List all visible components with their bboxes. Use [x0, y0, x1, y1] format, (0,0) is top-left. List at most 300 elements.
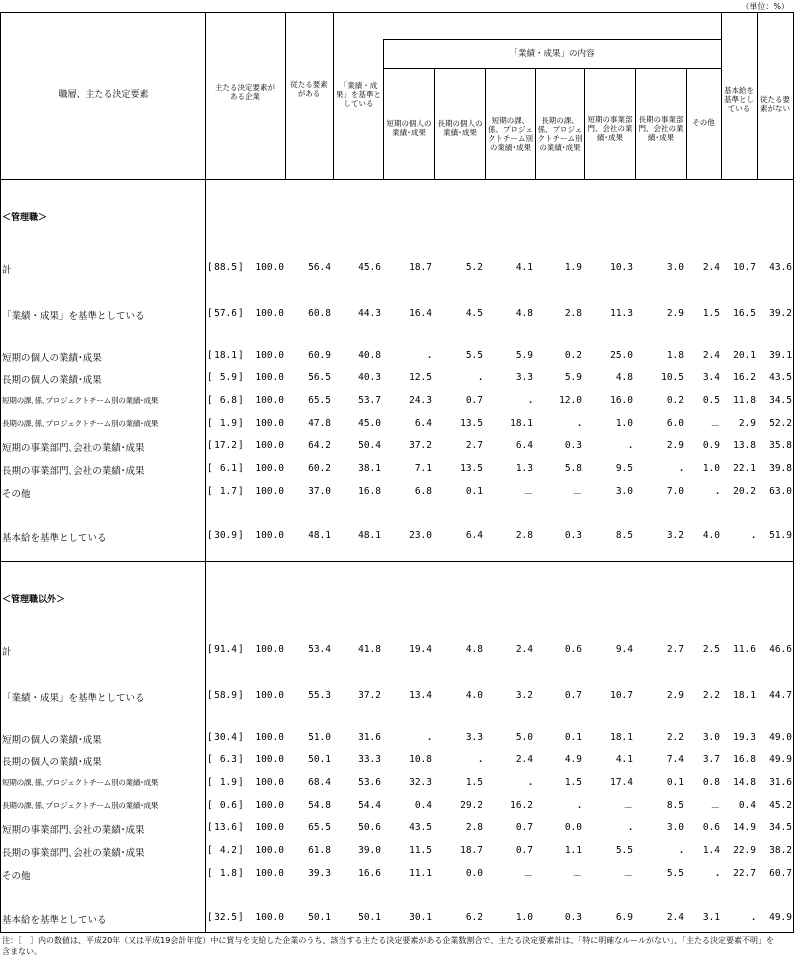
table-cell: 0.3 [564, 912, 582, 923]
table-cell: － [523, 871, 533, 882]
table-cell: 3.2 [666, 530, 684, 541]
bracket-value: 6.1 [219, 463, 237, 474]
table-cell: 8.5 [666, 800, 684, 811]
bracket-close: ] [238, 530, 244, 541]
table-cell: 0.1 [465, 486, 483, 497]
bracket-value: 1.7 [219, 486, 237, 497]
table-cell: 45.2 [769, 800, 792, 811]
table-cell: 1.5 [702, 308, 720, 319]
col-header-short-team: 短期の課、係、プロジェクトチーム別の業績･成果 [488, 116, 533, 152]
table-cell: 7.0 [666, 486, 684, 497]
bracket-close: ] [238, 912, 244, 923]
bracket-value: 58.9 [214, 690, 237, 701]
col-header-short-dept: 短期の事業部門、会社の業績･成果 [587, 114, 633, 142]
table-cell: 1.4 [702, 845, 720, 856]
bracket-value: 91.4 [214, 644, 237, 655]
table-cell: 2.4 [515, 644, 533, 655]
table-cell: 17.4 [610, 777, 633, 788]
table-left-border [0, 12, 1, 933]
bracket-close: ] [238, 440, 244, 451]
bracket-close: ] [238, 822, 244, 833]
table-cell: 2.4 [666, 912, 684, 923]
table-cell: 2.8 [465, 822, 483, 833]
table-cell: 100.0 [255, 262, 284, 273]
table-cell: 56.4 [308, 262, 331, 273]
table-cell: 22.7 [733, 868, 756, 879]
table-cell: 13.4 [409, 690, 432, 701]
row-label: 長期の課､係､プロジェクトチーム別の業績･成果 [2, 419, 159, 428]
table-cell: 34.5 [769, 395, 792, 406]
row-label: 基本給を基準としている [2, 915, 107, 926]
table-cell: 50.1 [358, 912, 381, 923]
table-cell: 3.0 [702, 732, 720, 743]
bracket-close: ] [238, 732, 244, 743]
bracket-open: [ [207, 308, 213, 319]
table-cell: 2.7 [465, 440, 483, 451]
table-cell: 5.2 [465, 262, 483, 273]
table-cell: 56.5 [308, 372, 331, 383]
row-label: 短期の個人の業績･成果 [2, 353, 102, 364]
table-cell: 100.0 [255, 308, 284, 319]
col-header-long-dept: 長期の事業部門、会社の業績･成果 [638, 114, 684, 142]
table-cell: 5.9 [515, 350, 533, 361]
table-cell: 0.6 [564, 644, 582, 655]
row-label: その他 [2, 489, 31, 500]
table-cell: ･ [715, 489, 720, 500]
table-cell: 6.4 [465, 530, 483, 541]
table-cell: 53.6 [358, 777, 381, 788]
bracket-open: [ [207, 800, 213, 811]
table-cell: ･ [751, 915, 756, 926]
table-cell: 49.9 [769, 912, 792, 923]
table-cell: － [572, 489, 582, 500]
col-divider [205, 12, 206, 933]
bracket-value: 30.4 [214, 732, 237, 743]
table-cell: 1.0 [515, 912, 533, 923]
bracket-open: [ [207, 845, 213, 856]
table-cell: 4.8 [515, 308, 533, 319]
table-cell: 12.5 [409, 372, 432, 383]
bracket-close: ] [238, 308, 244, 319]
table-cell: 3.3 [515, 372, 533, 383]
table-cell: 30.1 [409, 912, 432, 923]
table-cell: 0.3 [564, 530, 582, 541]
col-divider [285, 12, 286, 179]
table-cell: ･ [427, 735, 432, 746]
table-cell: 50.1 [308, 912, 331, 923]
table-cell: 50.1 [308, 754, 331, 765]
row-label: 長期の個人の業績･成果 [2, 375, 102, 386]
table-cell: 10.5 [661, 372, 684, 383]
table-cell: 100.0 [255, 486, 284, 497]
table-cell: 100.0 [255, 463, 284, 474]
table-cell: 3.3 [465, 732, 483, 743]
footnote: 注：［ ］内の数値は、平成20年（又は平成19会計年度）中に賞与を支給した企業のうち、該当する主たる決定要素がある企業数割合で、主たる決定要素計は、「特に明確なルールがない」、「主たる決定要素不明」を含まない。 [2, 936, 775, 956]
bracket-value: 1.9 [219, 777, 237, 788]
table-cell: 38.2 [769, 845, 792, 856]
table-cell: 2.4 [515, 754, 533, 765]
table-cell: 4.5 [465, 308, 483, 319]
table-cell: 43.5 [769, 372, 792, 383]
table-cell: 6.9 [615, 912, 633, 923]
table-cell: － [623, 803, 633, 814]
table-cell: 19.3 [733, 732, 756, 743]
table-cell: 22.1 [733, 463, 756, 474]
table-cell: 0.0 [465, 868, 483, 879]
table-cell: 13.8 [733, 440, 756, 451]
table-cell: 1.3 [515, 463, 533, 474]
table-cell: 18.7 [460, 845, 483, 856]
table-cell: 31.6 [769, 777, 792, 788]
row-label: 計 [2, 265, 12, 276]
bracket-close: ] [238, 800, 244, 811]
bracket-open: [ [207, 912, 213, 923]
table-cell: 3.4 [702, 372, 720, 383]
table-cell: 65.5 [308, 822, 331, 833]
table-cell: 24.3 [409, 395, 432, 406]
bracket-value: 57.6 [214, 308, 237, 319]
table-cell: 5.0 [515, 732, 533, 743]
table-cell: ･ [628, 443, 633, 454]
table-cell: 16.5 [733, 308, 756, 319]
table-cell: ･ [427, 353, 432, 364]
bracket-open: [ [207, 463, 213, 474]
row-label: 短期の課､係､プロジェクトチーム別の業績･成果 [2, 778, 159, 787]
table-cell: 100.0 [255, 395, 284, 406]
table-cell: 2.2 [666, 732, 684, 743]
bracket-close: ] [238, 463, 244, 474]
table-cell: 2.9 [666, 440, 684, 451]
data-table [0, 12, 794, 933]
table-cell: 0.9 [702, 440, 720, 451]
table-cell: 3.7 [702, 754, 720, 765]
table-bottom-border [0, 932, 794, 933]
row-label: 短期の事業部門､会社の業績･成果 [2, 825, 145, 836]
table-cell: 49.0 [769, 732, 792, 743]
table-cell: 45.0 [358, 418, 381, 429]
table-cell: 1.5 [564, 777, 582, 788]
bracket-open: [ [207, 822, 213, 833]
table-cell: 16.0 [610, 395, 633, 406]
table-cell: 0.2 [564, 350, 582, 361]
table-cell: 6.0 [666, 418, 684, 429]
section-title: ＜管理職以外＞ [2, 595, 66, 605]
table-cell: 1.1 [564, 845, 582, 856]
table-cell: 3.0 [666, 262, 684, 273]
table-cell: 0.5 [702, 395, 720, 406]
bracket-open: [ [207, 486, 213, 497]
table-cell: 5.5 [666, 868, 684, 879]
table-cell: 0.3 [564, 440, 582, 451]
table-cell: 100.0 [255, 845, 284, 856]
table-cell: 100.0 [255, 732, 284, 743]
table-cell: 100.0 [255, 800, 284, 811]
table-cell: 100.0 [255, 868, 284, 879]
table-cell: 7.4 [666, 754, 684, 765]
bracket-close: ] [238, 845, 244, 856]
table-cell: 100.0 [255, 644, 284, 655]
table-cell: 2.8 [515, 530, 533, 541]
table-cell: 31.6 [358, 732, 381, 743]
bracket-open: [ [207, 395, 213, 406]
col-divider [535, 68, 536, 179]
col-divider [333, 12, 334, 179]
table-cell: 63.0 [769, 486, 792, 497]
table-cell: － [523, 489, 533, 500]
table-cell: ･ [528, 398, 533, 409]
table-cell: － [572, 871, 582, 882]
table-cell: 6.4 [414, 418, 432, 429]
table-cell: 5.9 [564, 372, 582, 383]
bracket-open: [ [207, 868, 213, 879]
row-label: 短期の課､係､プロジェクトチーム別の業績･成果 [2, 396, 159, 405]
bracket-open: [ [207, 754, 213, 765]
table-cell: － [623, 871, 633, 882]
bracket-value: 32.5 [214, 912, 237, 923]
table-cell: ･ [528, 780, 533, 791]
col-divider [434, 68, 435, 179]
table-cell: 25.0 [610, 350, 633, 361]
bracket-value: 30.9 [214, 530, 237, 541]
table-cell: 50.4 [358, 440, 381, 451]
row-label: 長期の課､係､プロジェクトチーム別の業績･成果 [2, 801, 159, 810]
table-cell: 60.7 [769, 868, 792, 879]
table-cell: 1.0 [615, 418, 633, 429]
table-cell: 64.2 [308, 440, 331, 451]
bracket-close: ] [238, 868, 244, 879]
table-cell: 100.0 [255, 822, 284, 833]
bracket-close: ] [238, 777, 244, 788]
table-cell: 16.2 [733, 372, 756, 383]
table-cell: 1.0 [702, 463, 720, 474]
table-cell: 100.0 [255, 440, 284, 451]
bracket-open: [ [207, 262, 213, 273]
bracket-close: ] [238, 262, 244, 273]
bracket-value: 5.9 [219, 372, 237, 383]
bracket-close: ] [238, 395, 244, 406]
table-cell: 2.2 [702, 690, 720, 701]
table-cell: 0.6 [702, 822, 720, 833]
col-header-other: その他 [692, 117, 715, 127]
row-label: 短期の個人の業績･成果 [2, 735, 102, 746]
row-label: 基本給を基準としている [2, 533, 107, 544]
table-right-border [793, 12, 794, 933]
table-cell: 2.4 [702, 350, 720, 361]
bracket-close: ] [238, 350, 244, 361]
table-cell: 100.0 [255, 418, 284, 429]
table-cell: 54.4 [358, 800, 381, 811]
table-cell: 39.2 [769, 308, 792, 319]
table-cell: ･ [478, 757, 483, 768]
bracket-open: [ [207, 372, 213, 383]
table-cell: 43.5 [409, 822, 432, 833]
bracket-open: [ [207, 440, 213, 451]
col-divider [584, 68, 585, 179]
table-cell: 13.5 [460, 463, 483, 474]
table-cell: － [710, 421, 720, 432]
col-header-none: 従たる要素がない [760, 95, 790, 113]
table-cell: 33.3 [358, 754, 381, 765]
table-cell: 5.8 [564, 463, 582, 474]
table-cell: 0.4 [738, 800, 756, 811]
table-cell: － [710, 803, 720, 814]
table-cell: 4.1 [515, 262, 533, 273]
table-cell: 2.7 [666, 644, 684, 655]
table-cell: ･ [715, 871, 720, 882]
table-cell: ･ [679, 848, 684, 859]
table-cell: 37.0 [308, 486, 331, 497]
bracket-open: [ [207, 350, 213, 361]
table-cell: 5.5 [465, 350, 483, 361]
bracket-value: 6.8 [219, 395, 237, 406]
table-cell: 18.7 [409, 262, 432, 273]
table-cell: 16.8 [733, 754, 756, 765]
table-cell: 37.2 [358, 690, 381, 701]
row-label: 長期の個人の業績･成果 [2, 757, 102, 768]
table-cell: 2.9 [666, 690, 684, 701]
table-cell: 0.0 [564, 822, 582, 833]
table-cell: 3.2 [515, 690, 533, 701]
bracket-value: 4.2 [219, 845, 237, 856]
table-cell: 0.1 [666, 777, 684, 788]
table-cell: 39.1 [769, 350, 792, 361]
col-divider [485, 68, 486, 179]
section-title: ＜管理職＞ [2, 213, 48, 223]
table-cell: 51.0 [308, 732, 331, 743]
table-cell: 48.1 [358, 530, 381, 541]
bracket-value: 1.8 [219, 868, 237, 879]
stub-header: 職層、主たる決定要素 [58, 90, 149, 100]
table-cell: 10.8 [409, 754, 432, 765]
table-cell: 0.2 [666, 395, 684, 406]
header-bottom-border [0, 179, 794, 180]
table-cell: 52.2 [769, 418, 792, 429]
table-cell: 100.0 [255, 777, 284, 788]
table-cell: 16.2 [510, 800, 533, 811]
table-cell: 54.8 [308, 800, 331, 811]
table-cell: 2.5 [702, 644, 720, 655]
table-cell: 4.0 [465, 690, 483, 701]
table-cell: 40.3 [358, 372, 381, 383]
table-cell: 0.7 [564, 690, 582, 701]
table-cell: 100.0 [255, 754, 284, 765]
table-cell: 44.7 [769, 690, 792, 701]
unit-label: （単位：%） [741, 2, 789, 11]
table-cell: 0.7 [515, 845, 533, 856]
table-cell: ･ [577, 421, 582, 432]
table-cell: ･ [679, 466, 684, 477]
bracket-close: ] [238, 486, 244, 497]
table-cell: 40.8 [358, 350, 381, 361]
table-cell: 50.6 [358, 822, 381, 833]
bracket-value: 0.6 [219, 800, 237, 811]
table-cell: 35.8 [769, 440, 792, 451]
table-cell: 0.4 [414, 800, 432, 811]
table-cell: 39.8 [769, 463, 792, 474]
table-cell: 100.0 [255, 372, 284, 383]
table-cell: 49.9 [769, 754, 792, 765]
bracket-close: ] [238, 418, 244, 429]
table-cell: 65.5 [308, 395, 331, 406]
bracket-value: 1.9 [219, 418, 237, 429]
table-cell: 43.6 [769, 262, 792, 273]
table-cell: 45.6 [358, 262, 381, 273]
table-cell: 48.1 [308, 530, 331, 541]
table-cell: 23.0 [409, 530, 432, 541]
bracket-value: 13.6 [214, 822, 237, 833]
table-cell: 47.8 [308, 418, 331, 429]
table-cell: 2.8 [564, 308, 582, 319]
group-header-perf: 「業績・成果」の内容 [509, 48, 595, 59]
table-cell: 60.8 [308, 308, 331, 319]
table-cell: 4.9 [564, 754, 582, 765]
table-cell: 16.6 [358, 868, 381, 879]
table-cell: 9.5 [615, 463, 633, 474]
table-cell: 10.3 [610, 262, 633, 273]
table-cell: 18.1 [610, 732, 633, 743]
section-divider [0, 561, 794, 562]
table-cell: 19.4 [409, 644, 432, 655]
table-cell: 14.8 [733, 777, 756, 788]
table-cell: ･ [577, 803, 582, 814]
bracket-open: [ [207, 644, 213, 655]
bracket-value: 88.5 [214, 262, 237, 273]
col-divider [635, 68, 636, 179]
table-cell: 11.3 [610, 308, 633, 319]
bracket-value: 18.1 [214, 350, 237, 361]
table-cell: 6.8 [414, 486, 432, 497]
table-cell: 2.9 [738, 418, 756, 429]
table-cell: 60.9 [308, 350, 331, 361]
table-cell: 100.0 [255, 690, 284, 701]
bracket-close: ] [238, 644, 244, 655]
table-cell: 5.5 [615, 845, 633, 856]
col-header-short-ind: 短期の個人の業績･成果 [386, 119, 432, 137]
table-cell: 1.9 [564, 262, 582, 273]
table-cell: 18.1 [733, 690, 756, 701]
table-cell: 100.0 [255, 530, 284, 541]
table-cell: 6.2 [465, 912, 483, 923]
table-cell: 3.1 [702, 912, 720, 923]
table-cell: 37.2 [409, 440, 432, 451]
col-header-sub: 従たる要素がある [290, 80, 328, 98]
table-cell: 38.1 [358, 463, 381, 474]
table-cell: 11.6 [733, 644, 756, 655]
table-cell: 14.9 [733, 822, 756, 833]
table-cell: 6.4 [515, 440, 533, 451]
table-cell: 53.4 [308, 644, 331, 655]
table-cell: 0.7 [465, 395, 483, 406]
table-cell: 1.8 [666, 350, 684, 361]
row-label: 長期の事業部門､会社の業績･成果 [2, 848, 145, 859]
table-cell: 1.5 [465, 777, 483, 788]
table-cell: 61.8 [308, 845, 331, 856]
table-cell: 16.8 [358, 486, 381, 497]
table-cell: ･ [751, 533, 756, 544]
row-label: 「業績・成果」を基準としている [2, 311, 145, 322]
table-cell: 41.8 [358, 644, 381, 655]
table-cell: ･ [478, 375, 483, 386]
table-cell: 55.3 [308, 690, 331, 701]
table-cell: 34.5 [769, 822, 792, 833]
table-cell: 2.9 [666, 308, 684, 319]
table-cell: 39.3 [308, 868, 331, 879]
table-cell: 100.0 [255, 350, 284, 361]
row-label: 短期の事業部門､会社の業績･成果 [2, 443, 145, 454]
table-cell: 16.4 [409, 308, 432, 319]
table-cell: 0.8 [702, 777, 720, 788]
table-cell: 7.1 [414, 463, 432, 474]
